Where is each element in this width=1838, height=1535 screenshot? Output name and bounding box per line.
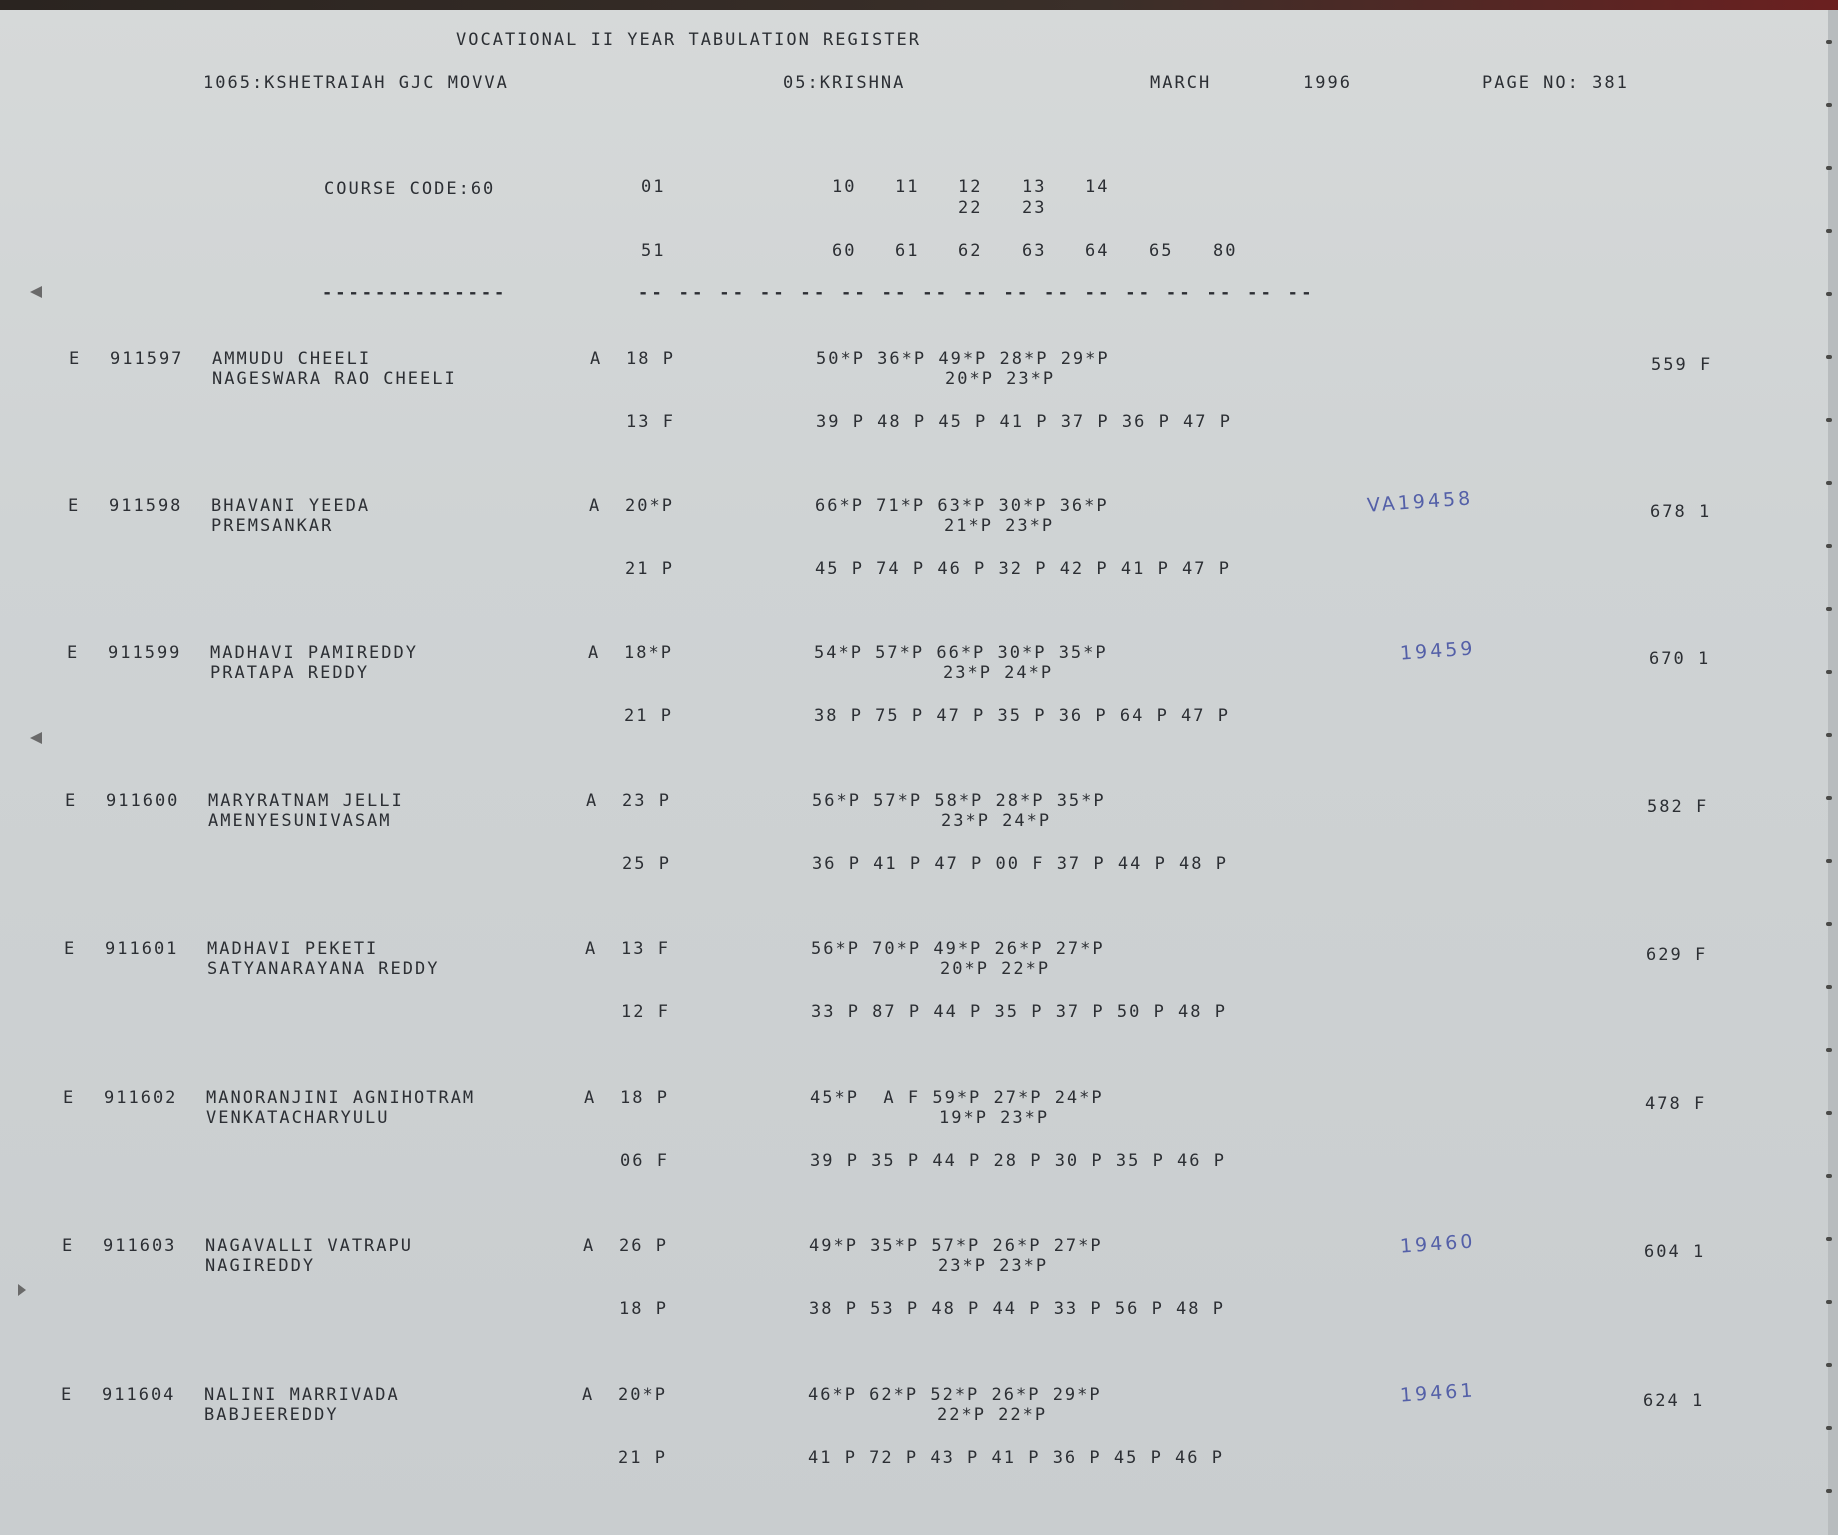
parent-name: SATYANARAYANA REDDY [207, 959, 440, 979]
col-64: 64 [1085, 241, 1110, 261]
marks-line-1b: 21*P 23*P [944, 516, 1055, 536]
marks-line-1b: 20*P 23*P [945, 369, 1056, 389]
col-51: 51 [641, 241, 666, 261]
marks-line-1b: 23*P 24*P [941, 811, 1052, 831]
record-type: E [67, 643, 80, 663]
feed-hole [1826, 985, 1832, 989]
register-number: 911597 [110, 349, 184, 369]
marks-01: 20*P [618, 1385, 667, 1405]
parent-name: AMENYESUNIVASAM [208, 811, 392, 831]
marks-line-2: 39 P 48 P 45 P 41 P 37 P 36 P 47 P [816, 412, 1232, 432]
candidate-name: NALINI MARRIVADA [204, 1385, 400, 1405]
register-number: 911599 [108, 643, 182, 663]
marks-line-1: 49*P 35*P 57*P 26*P 27*P [809, 1236, 1103, 1256]
register-number: 911600 [106, 791, 180, 811]
col-22: 22 [958, 198, 983, 218]
marks-line-1: 56*P 70*P 49*P 26*P 27*P [811, 939, 1105, 959]
group-code: A [585, 939, 598, 959]
col-13: 13 [1022, 177, 1047, 197]
marks-01: 18 P [626, 349, 675, 369]
group-code: A [588, 643, 601, 663]
handwritten-note: 19460 [1399, 1230, 1477, 1258]
col-14: 14 [1085, 177, 1110, 197]
margin-mark [30, 286, 42, 298]
grand-total: 678 1 [1650, 502, 1712, 522]
handwritten-note: VA19458 [1366, 487, 1474, 517]
candidate-name: MADHAVI PAMIREDDY [210, 643, 418, 663]
marks-line-2: 45 P 74 P 46 P 32 P 42 P 41 P 47 P [815, 559, 1231, 579]
feed-hole [1826, 733, 1832, 737]
col-01: 01 [641, 177, 666, 197]
feed-hole [1826, 1237, 1832, 1241]
marks-line-1: 50*P 36*P 49*P 28*P 29*P [816, 349, 1110, 369]
feed-hole [1826, 481, 1832, 485]
record-type: E [68, 496, 81, 516]
marks-01: 26 P [619, 1236, 668, 1256]
marks-51: 13 F [626, 412, 675, 432]
college-name: 1065:KSHETRAIAH GJC MOVVA [203, 73, 509, 93]
feed-hole [1826, 1048, 1832, 1052]
marks-line-1b: 19*P 23*P [939, 1108, 1050, 1128]
register-number: 911601 [105, 939, 179, 959]
marks-51: 21 P [618, 1448, 667, 1468]
marks-01: 23 P [622, 791, 671, 811]
marks-line-1b: 20*P 22*P [940, 959, 1051, 979]
marks-line-1: 46*P 62*P 52*P 26*P 29*P [808, 1385, 1102, 1405]
heading-underline-label: -------------- [322, 283, 508, 303]
col-63: 63 [1022, 241, 1047, 261]
marks-line-2: 38 P 75 P 47 P 35 P 36 P 64 P 47 P [814, 706, 1230, 726]
feed-hole [1826, 418, 1832, 422]
feed-hole [1826, 922, 1832, 926]
feed-hole [1826, 166, 1832, 170]
marks-51: 06 F [620, 1151, 669, 1171]
candidate-name: MADHAVI PEKETI [207, 939, 379, 959]
feed-hole [1826, 229, 1832, 233]
feed-hole [1826, 1426, 1832, 1430]
marks-01: 20*P [625, 496, 674, 516]
candidate-name: NAGAVALLI VATRAPU [205, 1236, 413, 1256]
marks-line-1b: 23*P 23*P [938, 1256, 1049, 1276]
group-code: A [582, 1385, 595, 1405]
marks-line-1: 54*P 57*P 66*P 30*P 35*P [814, 643, 1108, 663]
group-code: A [590, 349, 603, 369]
marks-51: 25 P [622, 854, 671, 874]
feed-hole [1826, 292, 1832, 296]
district-name: 05:KRISHNA [783, 73, 906, 93]
exam-year: 1996 [1303, 73, 1352, 93]
register-number: 911598 [109, 496, 183, 516]
marks-51: 12 F [621, 1002, 670, 1022]
group-code: A [583, 1236, 596, 1256]
record-type: E [63, 1088, 76, 1108]
col-62: 62 [958, 241, 983, 261]
marks-line-2: 36 P 41 P 47 P 00 F 37 P 44 P 48 P [812, 854, 1228, 874]
feed-hole [1826, 40, 1832, 44]
marks-line-2: 39 P 35 P 44 P 28 P 30 P 35 P 46 P [810, 1151, 1226, 1171]
col-65: 65 [1149, 241, 1174, 261]
group-code: A [589, 496, 602, 516]
group-code: A [584, 1088, 597, 1108]
register-number: 911603 [103, 1236, 177, 1256]
parent-name: NAGESWARA RAO CHEELI [212, 369, 457, 389]
marks-line-2: 38 P 53 P 48 P 44 P 33 P 56 P 48 P [809, 1299, 1225, 1319]
record-type: E [65, 791, 78, 811]
parent-name: BABJEEREDDY [204, 1405, 339, 1425]
feed-hole [1826, 796, 1832, 800]
col-80: 80 [1213, 241, 1238, 261]
candidate-name: AMMUDU CHEELI [212, 349, 372, 369]
feed-hole [1826, 1174, 1832, 1178]
col-10: 10 [832, 177, 857, 197]
feed-hole [1826, 355, 1832, 359]
feed-hole [1826, 544, 1832, 548]
feed-hole [1826, 670, 1832, 674]
marks-line-1b: 23*P 24*P [943, 663, 1054, 683]
marks-01: 18 P [620, 1088, 669, 1108]
course-code: COURSE CODE:60 [324, 179, 496, 199]
margin-mark [30, 732, 42, 744]
grand-total: 629 F [1646, 945, 1708, 965]
register-title: VOCATIONAL II YEAR TABULATION REGISTER [456, 30, 921, 50]
marks-01: 18*P [624, 643, 673, 663]
handwritten-note: 19461 [1399, 1379, 1477, 1407]
heading-underline-columns: -- -- -- -- -- -- -- -- -- -- -- -- -- -- -- -- -- [638, 283, 1315, 303]
marks-line-1: 66*P 71*P 63*P 30*P 36*P [815, 496, 1109, 516]
margin-mark [18, 1284, 26, 1296]
grand-total: 670 1 [1649, 649, 1711, 669]
feed-hole [1826, 607, 1832, 611]
exam-month: MARCH [1150, 73, 1212, 93]
parent-name: NAGIREDDY [205, 1256, 316, 1276]
candidate-name: MARYRATNAM JELLI [208, 791, 404, 811]
col-11: 11 [895, 177, 920, 197]
feed-hole [1826, 859, 1832, 863]
grand-total: 604 1 [1644, 1242, 1706, 1262]
record-type: E [62, 1236, 75, 1256]
marks-51: 21 P [625, 559, 674, 579]
parent-name: VENKATACHARYULU [206, 1108, 390, 1128]
marks-line-1: 56*P 57*P 58*P 28*P 35*P [812, 791, 1106, 811]
feed-hole [1826, 1300, 1832, 1304]
marks-01: 13 F [621, 939, 670, 959]
col-23: 23 [1022, 198, 1047, 218]
col-61: 61 [895, 241, 920, 261]
record-type: E [69, 349, 82, 369]
parent-name: PREMSANKAR [211, 516, 334, 536]
group-code: A [586, 791, 599, 811]
register-number: 911602 [104, 1088, 178, 1108]
top-edge [0, 0, 1838, 10]
grand-total: 624 1 [1643, 1391, 1705, 1411]
marks-line-2: 33 P 87 P 44 P 35 P 37 P 50 P 48 P [811, 1002, 1227, 1022]
marks-line-2: 41 P 72 P 43 P 41 P 36 P 45 P 46 P [808, 1448, 1224, 1468]
record-type: E [64, 939, 77, 959]
page-number: PAGE NO: 381 [1482, 73, 1629, 93]
feed-hole [1826, 103, 1832, 107]
parent-name: PRATAPA REDDY [210, 663, 370, 683]
grand-total: 559 F [1651, 355, 1713, 375]
marks-line-1b: 22*P 22*P [937, 1405, 1048, 1425]
record-type: E [61, 1385, 74, 1405]
register-number: 911604 [102, 1385, 176, 1405]
marks-line-1: 45*P A F 59*P 27*P 24*P [810, 1088, 1104, 1108]
marks-51: 18 P [619, 1299, 668, 1319]
candidate-name: MANORANJINI AGNIHOTRAM [206, 1088, 476, 1108]
grand-total: 582 F [1647, 797, 1709, 817]
tractor-feed-strip [1828, 10, 1838, 1535]
grand-total: 478 F [1645, 1094, 1707, 1114]
marks-51: 21 P [624, 706, 673, 726]
feed-hole [1826, 1489, 1832, 1493]
handwritten-note: 19459 [1399, 637, 1477, 665]
feed-hole [1826, 1363, 1832, 1367]
col-12: 12 [958, 177, 983, 197]
col-60: 60 [832, 241, 857, 261]
candidate-name: BHAVANI YEEDA [211, 496, 371, 516]
feed-hole [1826, 1111, 1832, 1115]
